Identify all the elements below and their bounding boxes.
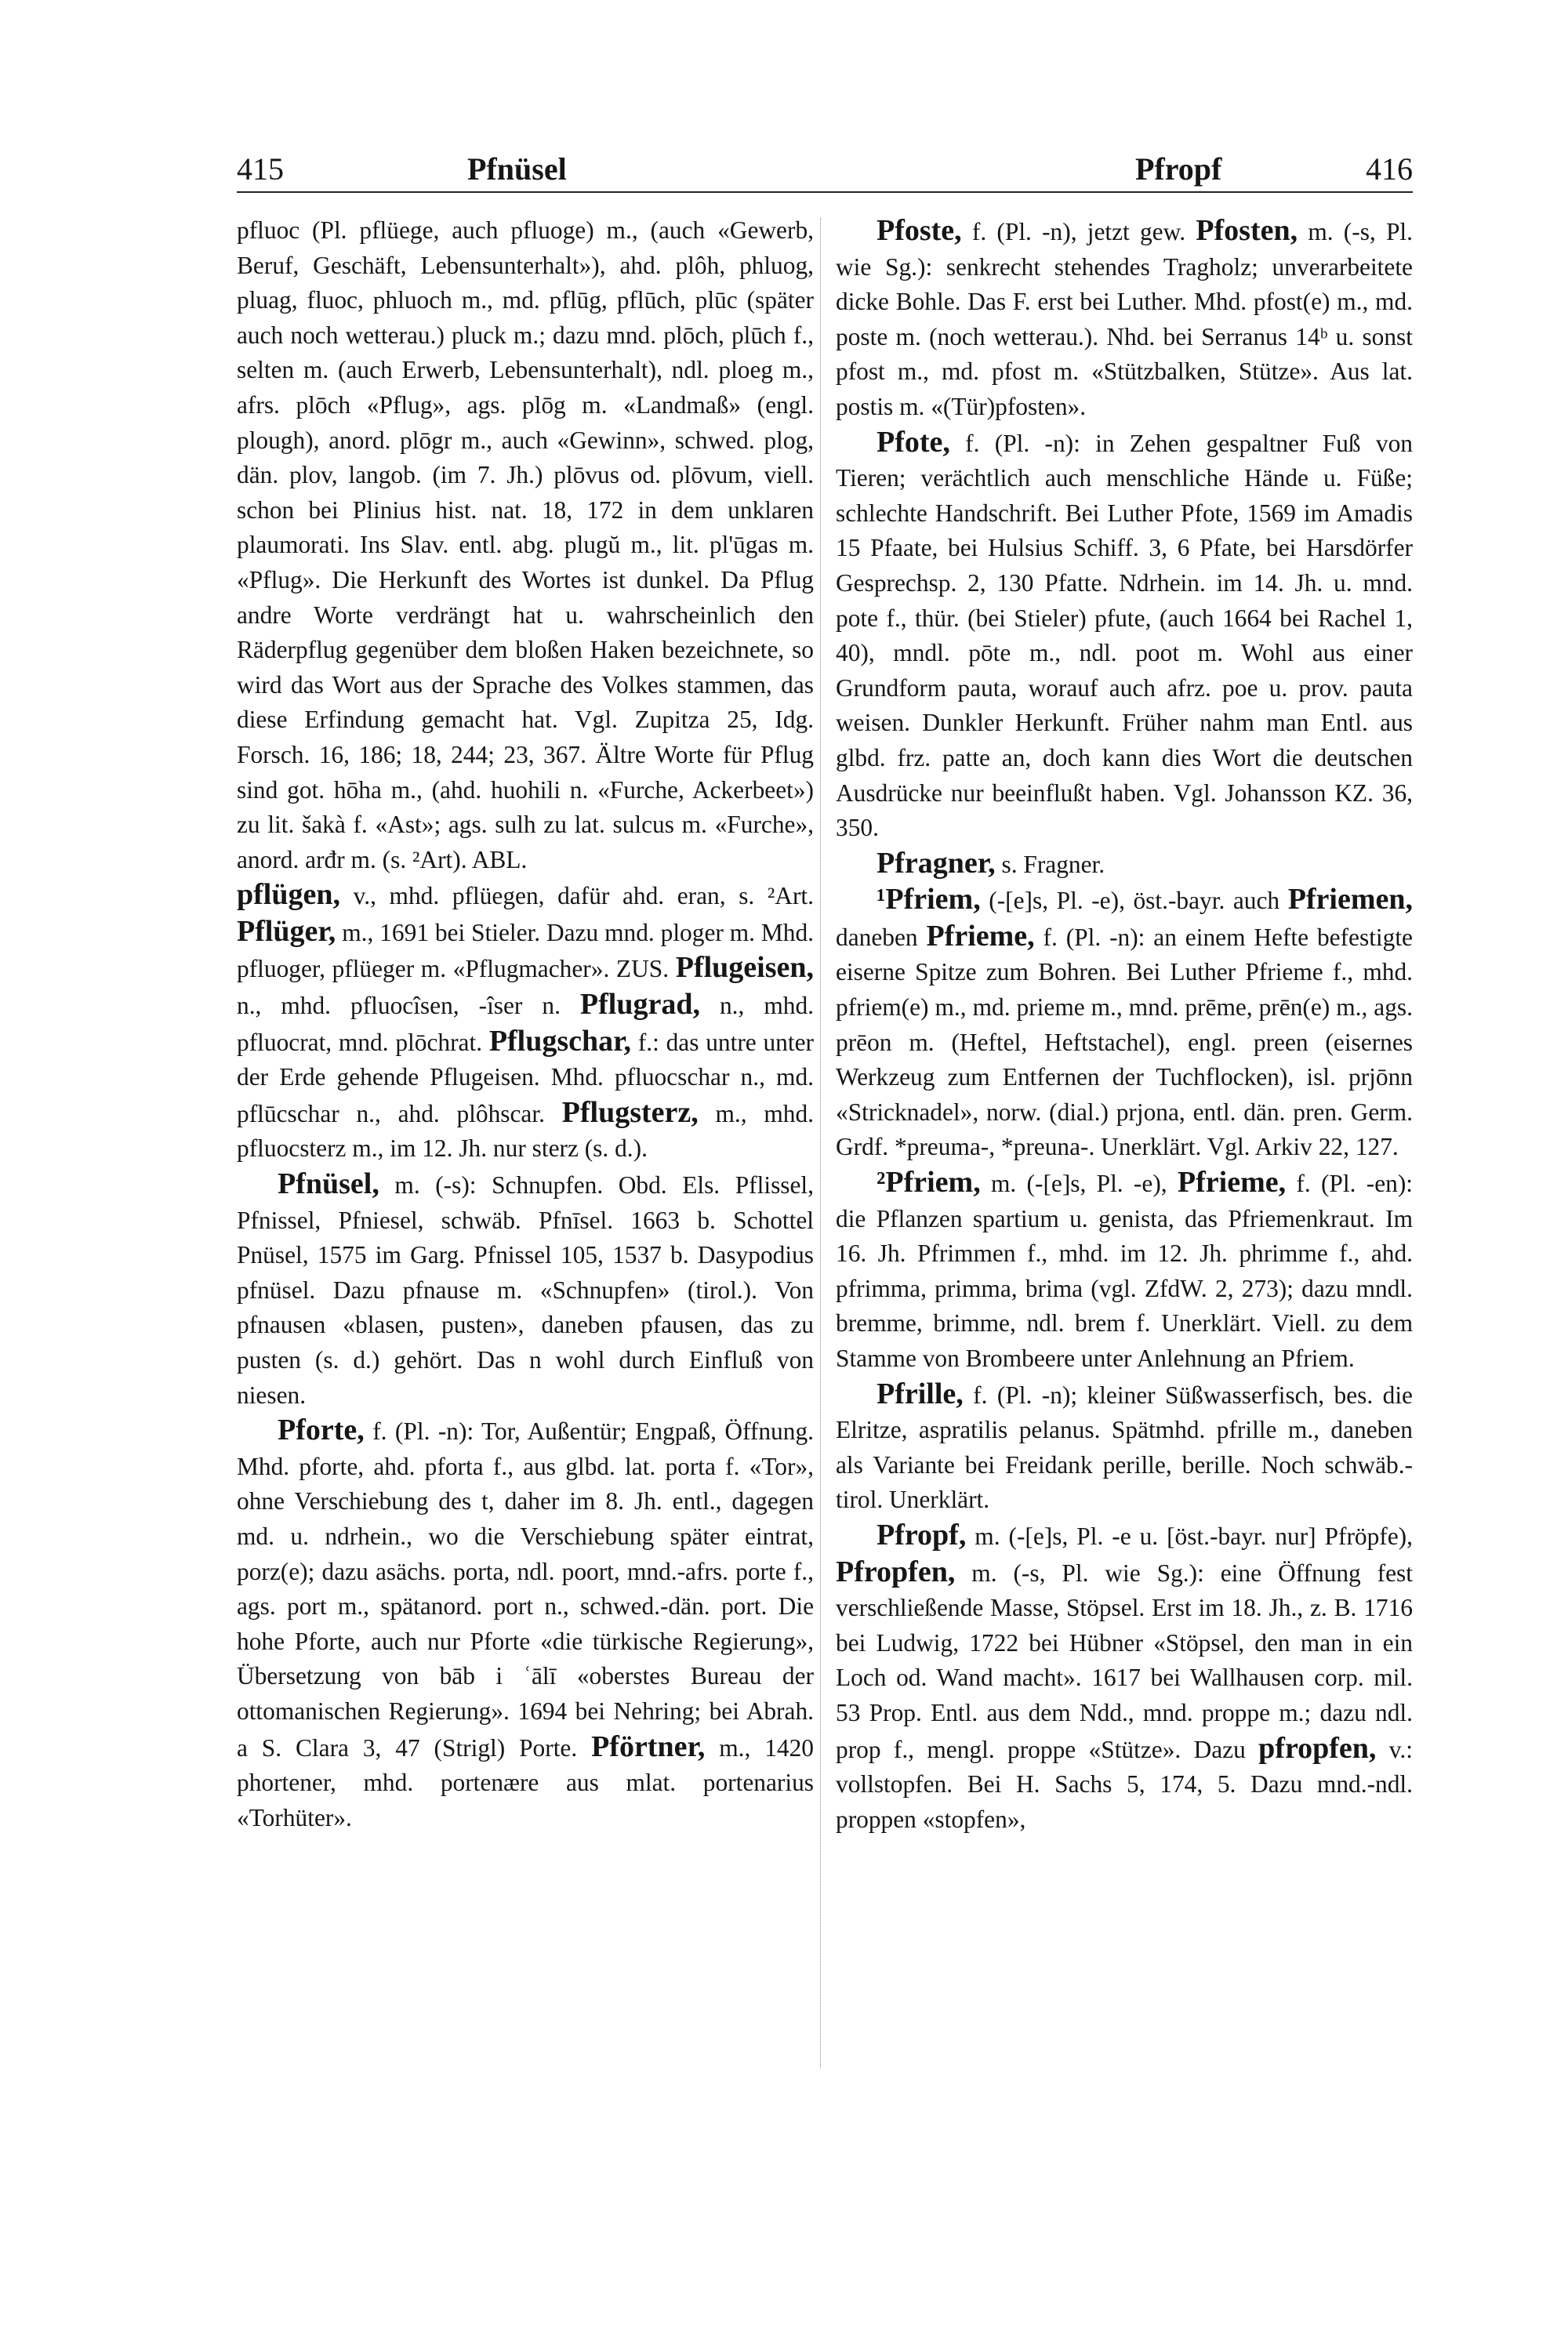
headword: Pförtner,: [591, 1730, 706, 1763]
entry-pfropf: Pfropf, m. (-[e]s, Pl. -e u. [öst.-bayr. nur] Pfröpfe), Pfropfen, m. (-s, Pl. wie Sg.): eine Öffnung fest verschließende Masse, Stöpsel. Erst im 18. Jh., z. B. 1716 bei Ludwig, 1722 bei Hübner «Stöpsel, den man in ein Loch od. Wand macht». 1617 bei Wallhausen corp. mil. 53 Prop. Entl. aus dem Ndd., mnd. proppe m.; dazu ndl. prop f., mengl. proppe «Stütze». Dazu pfropfen, v.: vollstopfen. Bei H. Sachs 5, 174, 5. Dazu mnd.-ndl. proppen «stopfen»,: [836, 1518, 1413, 1833]
headword: Pfragner,: [877, 846, 996, 880]
headword: Pfriemen,: [1287, 883, 1413, 916]
entry-pforte: Pforte, f. (Pl. -n): Tor, Außentür; Engpaß, Öffnung. Mhd. pforte, ahd. pforta f., aus glbd. lat. porta f. «Tor», ohne Verschiebung des t, daher im 8. Jh. entl., dagegen md. u. ndrhein., wo die Verschiebung später eintrat, porz(e); dazu asächs. porta, ndl. poort, mnd.-afrs. porte f., ags. port m., spätanord. port n., schwed.-dän. port. Die hohe Pforte, auch nur Pforte «die türkische Regierung», Übersetzung von bāb i ʿālī «oberstes Bureau der ottomanischen Regierung». 1694 bei Nehring; bei Abrah. a S. Clara 3, 47 (Strigl) Porte. Pförtner, m., 1420 phortener, mhd. portenære aus mlat. portenarius «Torhüter».: [237, 1414, 814, 1831]
headword: Pfrieme,: [1177, 1166, 1287, 1200]
page-number-left: 415: [237, 151, 284, 187]
headword: Pfrille,: [877, 1377, 964, 1410]
entry-pfote: Pfote, f. (Pl. -n): in Zehen gespaltner Fuß von Tieren; verächtlich auch menschliche Hände u. Füße; schlechte Handschrift. Bei Luther Pfote, 1569 im Amadis 15 Pfaate, bei Hulsius Schiff. 3, 6 Pfate, bei Harsdörfer Gesprechsp. 2, 130 Pfatte. Ndrhein. im 14. Jh. u. mnd. pote f., thür. (bei Stieler) pfute, (auch 1664 bei Rachel 1, 40), mndl. pōte m., ndl. poot m. Wohl aus einer Grundform pauta, worauf auch afrz. poe u. prov. pauta weisen. Dunkler Herkunft. Früher nahm man Entl. aus glbd. frz. patte an, doch kann dies Wort die deutschen Ausdrücke nur beeinflußt haben. Vgl. Johansson KZ. 36, 350.: [836, 425, 1413, 842]
page-number-right: 416: [1366, 151, 1413, 187]
headword: Pfrieme,: [926, 919, 1035, 953]
headword: ¹Pfriem,: [877, 883, 981, 916]
header-rule: [237, 191, 1413, 193]
running-head-right: Pfropf: [1135, 151, 1222, 187]
headword: Pfnüsel,: [278, 1167, 379, 1201]
headword: Pflugeisen,: [675, 951, 814, 985]
headword: Pflugschar,: [488, 1024, 632, 1058]
headword: Pfropf,: [877, 1518, 967, 1552]
entry-pfrille: Pfrille, f. (Pl. -n); kleiner Süßwasserfisch, bes. die Elritze, aspratilis pelanus. Spätmhd. pfrille m., daneben als Variante bei Freidank perille, berille. Noch schwäb.-tirol. Unerklärt.: [836, 1377, 1413, 1514]
right-column: [836, 213, 1413, 1837]
headword: Pfropfen,: [836, 1555, 956, 1588]
headword: Pflüger,: [237, 914, 336, 948]
running-head-left: Pfnüsel: [467, 151, 567, 187]
headword: Pfote,: [877, 425, 950, 459]
headword: Pflugrad,: [579, 988, 700, 1022]
entry-pfnuesel: Pfnüsel, m. (-s): Schnupfen. Obd. Els. Pflissel, Pfnissel, Pfniesel, schwäb. Pfnīsel. 1663 b. Schottel Pnüsel, 1575 im Garg. Pfnissel 105, 1537 b. Dasypodius pfnüsel. Dazu pfnause m. «Schnupfen» (tirol.). Von pfnausen «blasen, pusten», daneben pfausen, das zu pusten (s. d.) gehört. Das n wohl durch Einfluß von niesen.: [237, 1167, 814, 1409]
left-column: [237, 213, 814, 1835]
headword: Pforte,: [278, 1414, 365, 1447]
column-separator: [820, 218, 821, 2068]
entry-pfriem-1: ¹Pfriem, (-[e]s, Pl. -e), öst.-bayr. auch Pfriemen, daneben Pfrieme, f. (Pl. -n): an einem Hefte befestigte eiserne Spitze zum Bohren. Bei Luther Pfrieme f., mhd. pfriem(e) m., md. prieme m., mnd. prēme, prēn(e) m., ags. prēon m. (Heftel, Heftstachel), engl. preen (eisernes Werkzeug zum Entfernen der Tuchflocken), isl. prjōnn «Stricknadel», norw. (dial.) prjona, entl. dän. pren. Germ. Grdf. *preuma-, *preuna-. Unerklärt. Vgl. Arkiv 22, 127.: [836, 883, 1413, 1161]
headword: Pfosten,: [1196, 214, 1298, 247]
entry-pfragner: Pfragner, s. Fragner.: [877, 846, 1105, 880]
headword: pflügen,: [237, 878, 340, 912]
headword: pfropfen,: [1258, 1731, 1377, 1765]
headword: Pfoste,: [877, 214, 962, 247]
headword: Pflugsterz,: [561, 1095, 699, 1129]
entry-pfriem-2: ²Pfriem, m. (-[e]s, Pl. -e), Pfrieme, f. (Pl. -en): die Pflanzen spartium u. genista, das Pfriemenkraut. Im 16. Jh. Pfrimmen f., mhd. im 12. Jh. phrimme f., ahd. pfrimma, primma, brima (vgl. ZfdW. 2, 273); dazu mndl. bremme, brimme, ndl. brem f. Unerklärt. Viell. zu dem Stamme von Brombeere unter Anlehnung an Pfriem.: [836, 1166, 1413, 1372]
entry-pflug-derivatives: pflügen, v., mhd. pflüegen, dafür ahd. eran, s. ²Art. Pflüger, m., 1691 bei Stieler. Dazu mnd. ploger m. Mhd. pfluoger, pflüeger m. «Pflugmacher». ZUS. Pflugeisen, n., mhd. pfluocîsen, -îser n. Pflugrad, n., mhd. pfluocrat, mnd. plōchrat. Pflugschar, f.: das untre unter der Erde gehende Pflugeisen. Mhd. pfluocschar n., md. pflūcschar n., ahd. plôhscar. Pflugsterz, m., mhd. pfluocsterz m., im 12. Jh. nur sterz (s. d.).: [237, 878, 815, 1163]
entry-pfoste: Pfoste, f. (Pl. -n), jetzt gew. Pfosten, m. (-s, Pl. wie Sg.): senkrecht stehendes Tragholz; unverarbeitete dicke Bohle. Das F. erst bei Luther. Mhd. pfost(e) m., md. poste m. (noch wetterau.). Nhd. bei Serranus 14ᵇ u. sonst pfost m., md. pfost m. «Stützbalken, Stütze». Aus lat. postis m. «(Tür)pfosten».: [836, 214, 1413, 420]
entry-pflug-continuation: pfluoc (Pl. pflüege, auch pfluoge) m., (auch «Gewerb, Beruf, Geschäft, Lebensunterhalt»), ahd. plôh, phluog, pluag, fluoc, phluoch m., md. pflūg, pflūch, plūc (später auch noch wetterau.) pluck m.; dazu mnd. plōch, plūch f., selten m. (auch Erwerb, Lebensunterhalt), ndl. ploeg m., afrs. plōch «Pflug», ags. plōg m. «Landmaß» (engl. plough), anord. plōgr m., auch «Gewinn», schwed. plog, dän. plov, langob. (im 7. Jh.) plōvus od. plōvum, viell. schon bei Plinius hist. nat. 18, 172 in dem unklaren plaumorati. Ins Slav. entl. abg. plugŭ m., lit. pl'ūgas m. «Pflug». Die Herkunft des Wortes ist dunkel. Da Pflug andre Worte verdrängt hat u. wahrscheinlich den Räderpflug gegenüber dem bloßen Haken bezeichnete, so wird das Wort aus der Sprache des Volkes stammen, das diese Erfindung gemacht hat. Vgl. Zupitza 25, Idg. Forsch. 16, 186; 18, 244; 23, 367. Ältre Worte für Pflug sind got. hōha m., (ahd. huohili n. «Furche, Ackerbeet») zu lit. šakà f. «Ast»; ags. sulh zu lat. sulcus m. «Furche», anord. arđr m. (s. ²Art). ABL.: [237, 216, 814, 873]
headword: ²Pfriem,: [877, 1166, 981, 1200]
